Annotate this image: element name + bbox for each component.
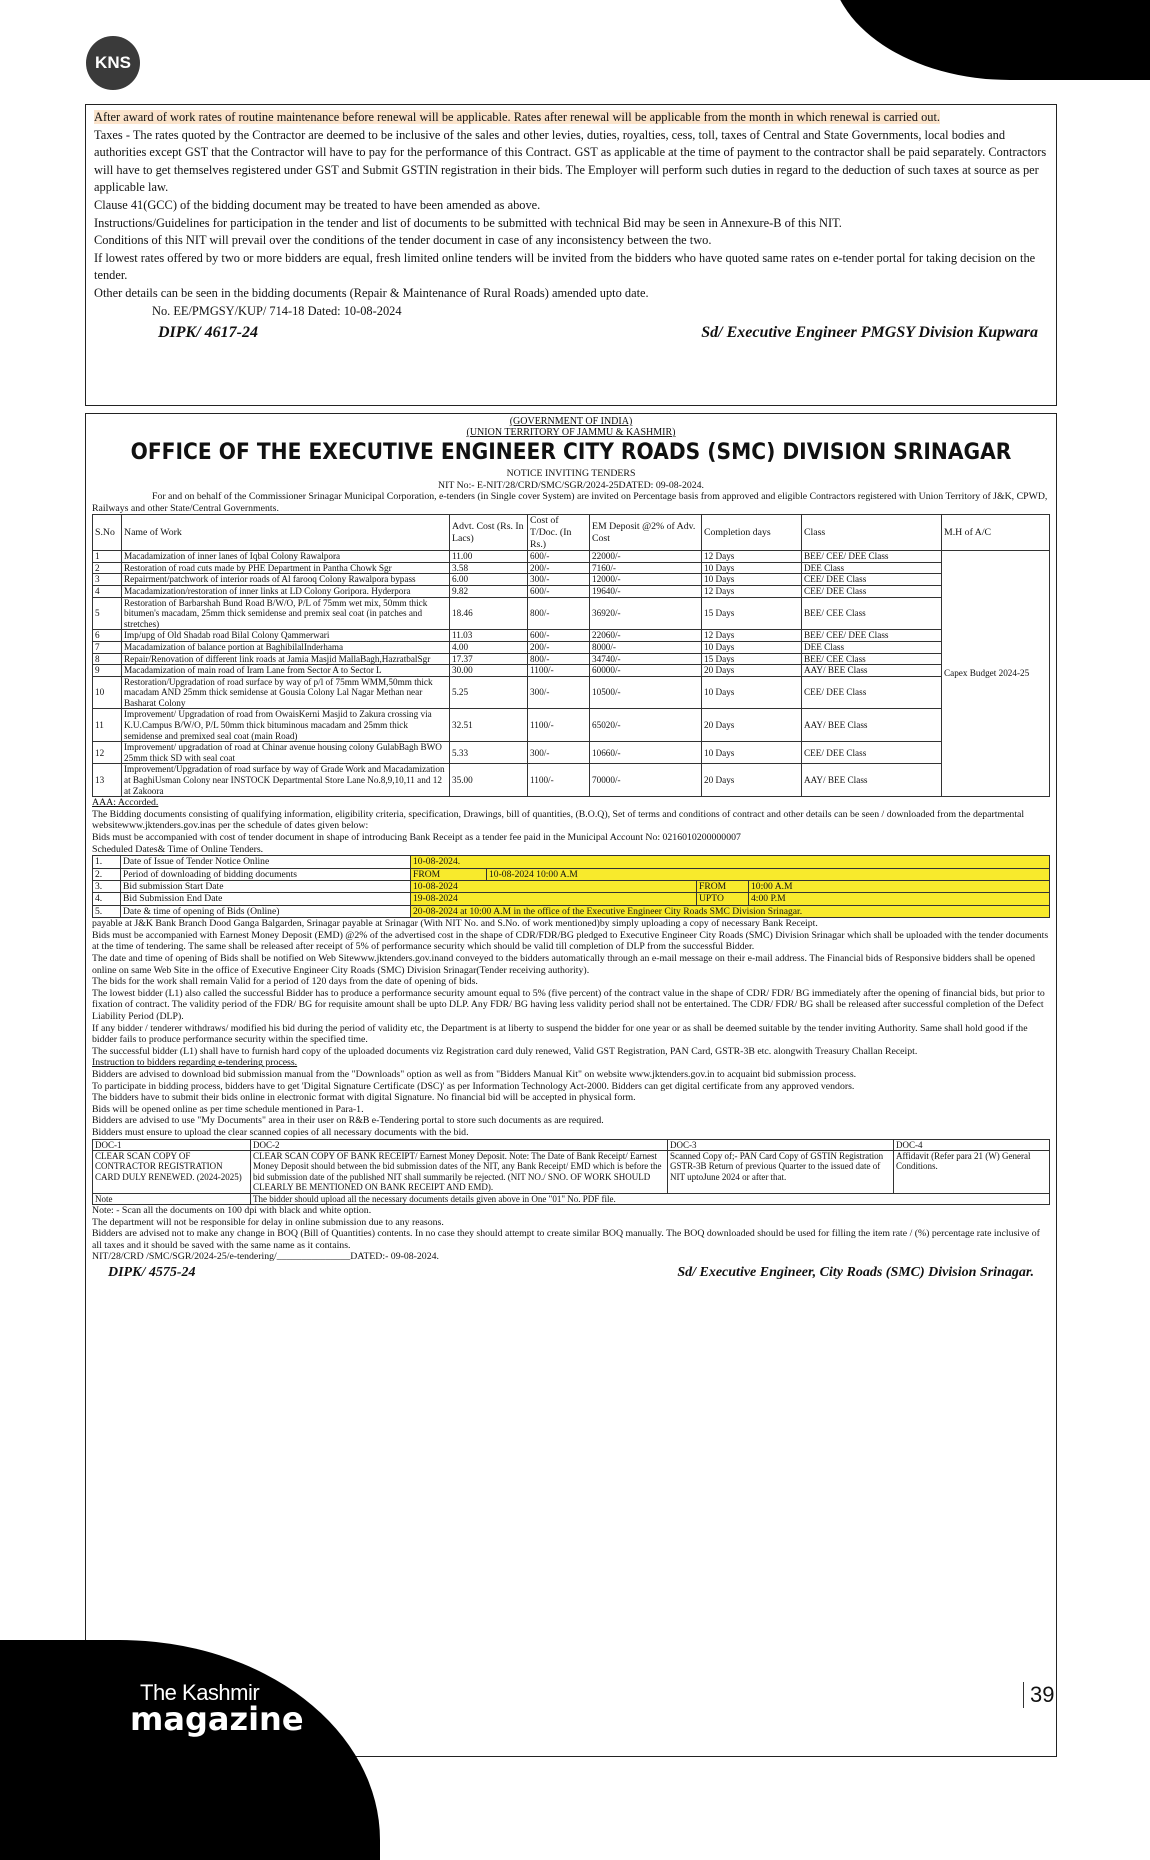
schedule-title: Scheduled Dates& Time of Online Tenders.: [92, 843, 264, 855]
body-para: The date and time of opening of Bids shall be notified on Web Sitewww.jktenders.gov.inand conveyed to the bidders automatically through an e-mail message on their e-mail address. The Financial bids of Responsive bidders shall be opened online on same Web Site in the office of Executive Engineer City Roads (SMC) Division Srinagar(Tender receiving authority).: [92, 953, 1036, 976]
doc-cell: Affidavit (Refer para 21 (W) General Conditions.: [894, 1150, 1050, 1193]
cell-sno: 6: [93, 630, 122, 642]
cell-cost: 32.51: [450, 709, 528, 742]
cell-sno: 11: [93, 709, 122, 742]
cell-name: Macadamization of inner lanes of Iqbal Colony Rawalpora: [122, 551, 450, 563]
cell-name: Macadamization of balance portion at BaghibilalInderhama: [122, 641, 450, 653]
cell-em: 12000/-: [590, 574, 702, 586]
gov-line: (GOVERNMENT OF INDIA): [509, 416, 633, 427]
schedule-value: 10-08-2024 10:00 A.M: [487, 868, 1050, 880]
cell-name: Restoration/Upgradation of road surface by way of p/l of 75mm WMM,50mm thick macadam AND 25mm thick semidense at Gousia Colony Lal Nagar Methan near Basharat Colony: [122, 676, 450, 709]
cell-days: 12 Days: [702, 585, 802, 597]
doc-header: DOC-1: [93, 1139, 251, 1150]
cell-cost: 30.00: [450, 665, 528, 677]
cell-name: Macadamization of main road of Iram Lane from Sector A to Sector L: [122, 665, 450, 677]
doc-cell: CLEAR SCAN COPY OF CONTRACTOR REGISTRATION CARD DULY RENEWED. (2024-2025): [93, 1150, 251, 1193]
cell-sno: 7: [93, 641, 122, 653]
table-row: [93, 764, 1050, 797]
cell-cost: 35.00: [450, 764, 528, 797]
cell-days: 10 Days: [702, 574, 802, 586]
docs-note-row: [93, 1193, 1050, 1204]
bid-cost-text: Bids must be accompanied with cost of tender document in shape of introducing Bank Receipt as a tender fee paid in the Municipal Account No: 0216010200000007: [92, 832, 741, 843]
notice-para: Taxes - The rates quoted by the Contractor are deemed to be inclusive of the sales and other levies, duties, royalties, cess, toll, taxes of Central and State Governments, local bodies and authorities except GST that the Contractor will have to pay for the performance of this Contract. GST as applicable at the time of payment to the contractor shall be paid separately. Contractors will have to get themselves registered under GST and Submit GSTIN registration in their bids. The Employer will perform such duties in regard to the deduction of such taxes at source as per applicable law.: [94, 127, 1047, 195]
table-row: [93, 562, 1050, 574]
cell-cost: 11.03: [450, 630, 528, 642]
cell-cost: 11.00: [450, 551, 528, 563]
schedule-num: 1.: [93, 856, 121, 868]
nit-footer-ref: NIT/28/CRD /SMC/SGR/2024-25/e-tendering/_______________DATED:- 09-08-2024.: [92, 1251, 439, 1263]
cell-name: Restoration of road cuts made by PHE Department in Pantha Chowk Sgr: [122, 562, 450, 574]
cell-sno: 4: [93, 585, 122, 597]
table-row: [93, 551, 1050, 563]
cell-days: 10 Days: [702, 742, 802, 764]
table-row: [93, 676, 1050, 709]
cell-sno: 8: [93, 653, 122, 665]
body-para: The department will not be responsible for delay in online submission due to any reasons.: [92, 1216, 444, 1228]
magazine-logo-line1: The Kashmir: [140, 1680, 260, 1705]
cell-sno: 12: [93, 742, 122, 764]
dipk-number: DIPK/ 4617-24: [158, 324, 258, 342]
cell-cost: 17.37: [450, 653, 528, 665]
cell-em: 70000/-: [590, 764, 702, 797]
cell-days: 12 Days: [702, 551, 802, 563]
body-para: The lowest bidder (L1) also called the successful Bidder has to produce a performance security amount equal to 5% (five percent) of the contract value in the shape of CDR/ FDR/ BG immediately after the opening of financial bids, but prior to fixation of contract. The validity period of the FDR/ BG for requisite amount shall be upto DLP. Any FDR/ BG having less validity period shall not be entertained. The CDR/ FDR/ BG shall be released after successful completion of the Defect Liability Period (DLP).: [92, 987, 1045, 1022]
cell-days: 10 Days: [702, 676, 802, 709]
cell-cost: 3.58: [450, 562, 528, 574]
cell-tdoc: 800/-: [528, 597, 590, 630]
docs-row: [93, 1150, 1050, 1193]
instruction-title: Instruction to bidders regarding e-tendering process.: [92, 1057, 298, 1069]
cell-days: 20 Days: [702, 764, 802, 797]
nit-number: NIT No:- E-NIT/28/CRD/SMC/SGR/2024-25DATED: 09-08-2024.: [438, 479, 704, 491]
schedule-tag: UPTO: [697, 893, 749, 905]
kns-logo: KNS: [86, 36, 140, 90]
doc-header: DOC-2: [251, 1139, 668, 1150]
notice-footer: [158, 324, 1038, 342]
table-row: [93, 574, 1050, 586]
schedule-row: [93, 856, 1050, 868]
schedule-row: [93, 868, 1050, 880]
schedule-row: [93, 893, 1050, 905]
cell-tdoc: 600/-: [528, 585, 590, 597]
doc-cell: Scanned Copy of;- PAN Card Copy of GSTIN Registration GSTR-3B Return of previous Quarter to the issued date of NIT uptoJune 2024 or after that.: [668, 1150, 894, 1193]
cell-em: 22000/-: [590, 551, 702, 563]
cell-tdoc: 800/-: [528, 653, 590, 665]
table-row: [93, 742, 1050, 764]
cell-name: Improvement/Upgradation of road surface by way of Grade Work and Macadamization at BaghiUsman Colony near INSTOCK Departmental Store Lane No.8,9,10,11 and 12 at Zakoora: [122, 764, 450, 797]
cell-cls: BEE/ CEE Class: [802, 597, 942, 630]
cell-name: Restoration of Barbarshah Bund Road B/W/O, P/L of 75mm wet mix, 50mm thick bitumen's macadam, 25mm thick semidense and premix seal coat (in patches and stretches): [122, 597, 450, 630]
cell-cls: BEE/ CEE/ DEE Class: [802, 630, 942, 642]
cell-cost: 9.82: [450, 585, 528, 597]
schedule-tag: FROM: [411, 868, 487, 880]
doc-note-text: The bidder should upload all the necessary documents details given above in One "01" No. PDF file.: [251, 1193, 1050, 1204]
cell-name: Macadamization/restoration of inner links at LD Colony Goripora. Hyderpora: [122, 585, 450, 597]
schedule-tag: FROM: [697, 881, 749, 893]
body-para: Bidders are advised to download bid submission manual from the "Downloads" option as well as from "Bidders Manual Kit" on website www.jktenders.gov.in to acquaint bid submission process.: [92, 1068, 857, 1080]
cell-name: Repair/Renovation of different link roads at Jamia Masjid MallaBagh,HazratbalSgr: [122, 653, 450, 665]
office-title: OFFICE OF THE EXECUTIVE ENGINEER CITY ROADS (SMC) DIVISION SRINAGAR: [130, 440, 1012, 465]
cell-em: 36920/-: [590, 597, 702, 630]
notice-title: NOTICE INVITING TENDERS: [506, 468, 636, 479]
cell-cls: CEE/ DEE Class: [802, 574, 942, 586]
schedule-value: 19-08-2024: [411, 893, 697, 905]
schedule-num: 3.: [93, 881, 121, 893]
body-para: Bidders are advised to use "My Documents" area in their user on R&B e-Tendering portal to store such documents as are required.: [92, 1115, 604, 1127]
schedule-time: 4:00 P.M: [749, 893, 1050, 905]
cell-em: 7160/-: [590, 562, 702, 574]
cell-name: Improvement/ upgradation of road at Chinar avenue housing colony GulabBagh BWO 25mm thick SD with seal coat: [122, 742, 450, 764]
documents-table: [92, 1139, 1050, 1205]
cell-sno: 2: [93, 562, 122, 574]
cell-cls: CEE/ DEE Class: [802, 585, 942, 597]
cell-mh: Capex Budget 2024-25: [942, 551, 1050, 797]
schedule-value: 20-08-2024 at 10:00 A.M in the office of the Executive Engineer City Roads SMC Division Srinagar.: [411, 905, 1050, 917]
cell-cost: 5.33: [450, 742, 528, 764]
schedule-label: Bid Submission End Date: [121, 893, 411, 905]
cell-sno: 3: [93, 574, 122, 586]
cell-em: 65020/-: [590, 709, 702, 742]
cell-days: 12 Days: [702, 630, 802, 642]
schedule-label: Bid submission Start Date: [121, 881, 411, 893]
col-header: Cost of T/Doc. (In Rs.): [528, 515, 590, 551]
schedule-value: 10-08-2024.: [411, 856, 1050, 868]
tender-footer: [108, 1264, 1034, 1280]
cell-days: 15 Days: [702, 653, 802, 665]
body-para: If any bidder / tenderer withdraws/ modified his bid during the period of validity etc, the Department is at liberty to suspend the bidder for one year or as shall be deemed suitable by the tender inviting Authority. Same shall hold good if the bidder fails to produce performance security within the specified time.: [92, 1022, 1028, 1046]
cell-em: 10500/-: [590, 676, 702, 709]
body-para: To participate in bidding process, bidders have to get 'Digital Signature Certificate (DSC)' as per Information Technology Act-2000. Bidders can get digital certificate from any approved vendors.: [92, 1080, 855, 1092]
cell-name: Improvement/ Upgradation of road from OwaisKerni Masjid to Zakura crossing via K.U.Campus B/W/O, P/L 50mm thick bituminous macadam and 25mm thick semidense and premixed seal coat (main Road): [122, 709, 450, 742]
cell-em: 8000/-: [590, 641, 702, 653]
col-header: M.H of A/C: [942, 515, 1050, 551]
schedule-label: Period of downloading of bidding documents: [121, 868, 411, 880]
cell-days: 20 Days: [702, 709, 802, 742]
cell-em: 22060/-: [590, 630, 702, 642]
cell-tdoc: 200/-: [528, 641, 590, 653]
scan-note: Note: - Scan all the documents on 100 dpi with black and white option.: [92, 1204, 372, 1216]
cell-tdoc: 300/-: [528, 742, 590, 764]
col-header: Class: [802, 515, 942, 551]
intro-text: For and on behalf of the Commissioner Srinagar Municipal Corporation, e-tenders (in Single cover System) are invited on Percentage basis from approved and eligible Contractors registered with Union Territory of J&K, CPWD, Railways and other State/Central Governments.: [92, 491, 1048, 514]
cell-em: 19640/-: [590, 585, 702, 597]
schedule-table: [92, 855, 1050, 918]
col-header: Name of Work: [122, 515, 450, 551]
schedule-num: 5.: [93, 905, 121, 917]
cell-days: 20 Days: [702, 665, 802, 677]
table-header-row: [93, 515, 1050, 551]
cell-cls: AAY/ BEE Class: [802, 764, 942, 797]
corner-decoration: [830, 0, 1150, 80]
notice-para: Conditions of this NIT will prevail over the conditions of the tender document in case of any inconsistency between the two.: [94, 233, 712, 248]
body-para: The successful bidder (L1) shall have to furnish hard copy of the uploaded documents viz Registration card duly renewed, Valid GST Registration, PAN Card, GSTR-3B etc. alongwith Treasury Challan Receipt.: [92, 1045, 918, 1057]
cell-cls: AAY/ BEE Class: [802, 665, 942, 677]
table-row: [93, 630, 1050, 642]
cell-cost: 6.00: [450, 574, 528, 586]
signature: Sd/ Executive Engineer PMGSY Division Kupwara: [701, 324, 1038, 342]
doc-header: DOC-3: [668, 1139, 894, 1150]
cell-name: Repairment/patchwork of interior roads of Al farooq Colony Rawalpora bypass: [122, 574, 450, 586]
schedule-row: [93, 881, 1050, 893]
page-number: 39: [1023, 1682, 1054, 1708]
notice-ref: No. EE/PMGSY/KUP/ 714-18 Dated: 10-08-2024: [152, 303, 402, 318]
cell-days: 10 Days: [702, 641, 802, 653]
cell-cls: DEE Class: [802, 562, 942, 574]
tender-notice: [85, 413, 1057, 1757]
table-row: [93, 585, 1050, 597]
table-row: [93, 641, 1050, 653]
col-header: Advt. Cost (Rs. In Lacs): [450, 515, 528, 551]
cell-tdoc: 1100/-: [528, 764, 590, 797]
cell-cls: BEE/ CEE Class: [802, 653, 942, 665]
magazine-logo-line2: magazine: [130, 1700, 304, 1738]
doc-cell: CLEAR SCAN COPY OF BANK RECEIPT/ Earnest Money Deposit. Note: The Date of Bank Receipt/ Earnest Money Deposit should between the bid submission dates of the NIT, any Bank Receipt/ EMD which is before the bid submission date of the published NIT shall summarily be rejected. (NIT NO./ SNO. OF WORK SHOULD CLEARLY BE MENTIONED ON BANK RECEIPT AND EMD).: [251, 1150, 668, 1193]
cell-sno: 10: [93, 676, 122, 709]
schedule-num: 4.: [93, 893, 121, 905]
docs-header-row: [93, 1139, 1050, 1150]
bid-docs-text: The Bidding documents consisting of qualifying information, eligibility criteria, specification, Drawings, bill of quantities, (B.O.Q), Set of terms and conditions of contract and other details can be seen / downloaded from the departmental websitewww.jktenders.gov.inas per the schedule of dates given below:: [92, 808, 1025, 832]
cell-sno: 9: [93, 665, 122, 677]
table-row: [93, 709, 1050, 742]
notice-para: Other details can be seen in the bidding documents (Repair & Maintenance of Rural Roads) amended upto date.: [94, 285, 649, 300]
notice-para-highlight: After award of work rates of routine maintenance before renewal will be applicable. Rates after renewal will be applicable from the month in which renewal is carried out.: [94, 110, 940, 124]
schedule-time: 10:00 A.M: [749, 881, 1050, 893]
body-para: Bids must be accompanied with Earnest Money Deposit (EMD) @2% of the advertised cost in the shape of CDR/FDR/BG pledged to Executive Engineer City Roads (SMC) Division Srinagar which shall be uploaded with the tender documents at the time of tendering. The same shall be released after receipt of 5% of performance security which should be valid till completion of DLP from the successful Bidder.: [92, 929, 1049, 953]
schedule-label: Date of Issue of Tender Notice Online: [121, 856, 411, 868]
notice-para: Clause 41(GCC) of the bidding document may be treated to have been amended as above.: [94, 197, 541, 212]
cell-days: 15 Days: [702, 597, 802, 630]
notice-para: Instructions/Guidelines for participation in the tender and list of documents to be submitted with technical Bid may be seen in Annexure-B of this NIT.: [94, 215, 842, 230]
schedule-num: 2.: [93, 868, 121, 880]
body-para: Bidders are advised not to make any change in BOQ (Bill of Quantities) contents. In no case they should attempt to create similar BOQ manually. The BOQ downloaded should be used for filling the item rate / (%) percentage rate inclusive of all taxes and it should be saved with the same name as it contains.: [92, 1228, 1040, 1251]
cell-tdoc: 600/-: [528, 551, 590, 563]
doc-header: DOC-4: [894, 1139, 1050, 1150]
pmgsy-notice: [85, 104, 1057, 406]
table-row: [93, 665, 1050, 677]
cell-sno: 13: [93, 764, 122, 797]
cell-tdoc: 300/-: [528, 574, 590, 586]
notice-para: If lowest rates offered by two or more bidders are equal, fresh limited online tenders will be invited from the bidders who have quoted same rates on e-tender portal for taking decision on the tender.: [94, 250, 1036, 283]
cell-name: Imp/upg of Old Shadab road Bilal Colony Qammerwari: [122, 630, 450, 642]
schedule-label: Date & time of opening of Bids (Online): [121, 905, 411, 917]
cell-cls: AAY/ BEE Class: [802, 709, 942, 742]
schedule-value: 10-08-2024: [411, 881, 697, 893]
schedule-row: [93, 905, 1050, 917]
signature: Sd/ Executive Engineer, City Roads (SMC) Division Srinagar.: [677, 1264, 1034, 1280]
dipk-number: DIPK/ 4575-24: [108, 1264, 196, 1280]
aaa-line: AAA: Accorded.: [92, 797, 159, 809]
cell-tdoc: 600/-: [528, 630, 590, 642]
col-header: EM Deposit @2% of Adv. Cost: [590, 515, 702, 551]
cell-days: 10 Days: [702, 562, 802, 574]
cell-cls: BEE/ CEE/ DEE Class: [802, 551, 942, 563]
body-para: Bidders must ensure to upload the clear scanned copies of all necessary documents with the bid.: [92, 1126, 469, 1138]
cell-cost: 18.46: [450, 597, 528, 630]
cell-tdoc: 300/-: [528, 676, 590, 709]
table-row: [93, 653, 1050, 665]
body-para: The bids for the work shall remain Valid for a period of 120 days from the date of opening of bids.: [92, 976, 478, 988]
cell-tdoc: 1100/-: [528, 709, 590, 742]
col-header: S.No: [93, 515, 122, 551]
cell-cls: DEE Class: [802, 641, 942, 653]
cell-tdoc: 1100/-: [528, 665, 590, 677]
cell-cost: 4.00: [450, 641, 528, 653]
body-para: Bids will be opened online as per time schedule mentioned in Para-1.: [92, 1103, 364, 1115]
body-para: The bidders have to submit their bids online in electronic format with digital Signature. No financial bid will be accepted in physical form.: [92, 1092, 636, 1104]
cell-em: 10660/-: [590, 742, 702, 764]
body-para: payable at J&K Bank Branch Dood Ganga Balgarden, Srinagar payable at Srinagar (With NIT No. and S.No. of work mentioned)by simply uploading a copy of necessary Bank Receipt.: [92, 918, 818, 930]
cell-cls: CEE/ DEE Class: [802, 742, 942, 764]
col-header: Completion days: [702, 515, 802, 551]
cell-sno: 1: [93, 551, 122, 563]
cell-sno: 5: [93, 597, 122, 630]
cell-cost: 5.25: [450, 676, 528, 709]
cell-cls: CEE/ DEE Class: [802, 676, 942, 709]
table-row: [93, 597, 1050, 630]
cell-tdoc: 200/-: [528, 562, 590, 574]
ut-line: (UNION TERRITORY OF JAMMU & KASHMIR): [466, 427, 676, 438]
cell-em: 60000/-: [590, 665, 702, 677]
cell-em: 34740/-: [590, 653, 702, 665]
doc-note-label: Note: [93, 1193, 251, 1204]
works-table: [92, 514, 1050, 797]
